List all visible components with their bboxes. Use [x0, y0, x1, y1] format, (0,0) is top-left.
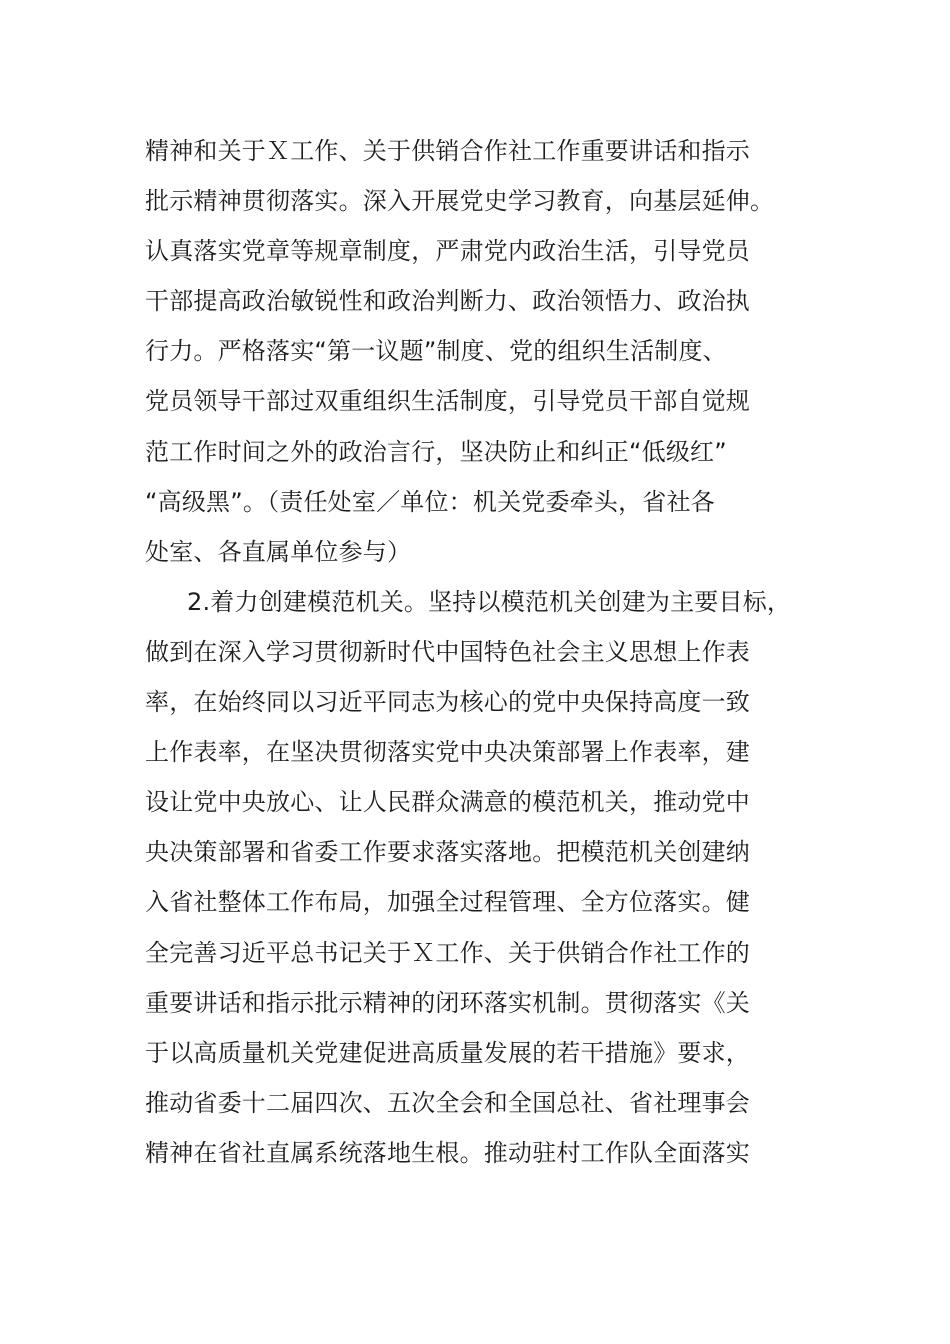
section-heading-line: 2.着力创建模范机关。坚持以模范机关创建为主要目标， — [187, 587, 792, 616]
text-line: 精神和关于Ｘ工作、关于供销合作社工作重要讲话和指示 — [145, 137, 750, 165]
text-line: 于以高质量机关党建促进高质量发展的若干措施》要求， — [145, 1038, 750, 1067]
text-line: 上作表率，在坚决贯彻落实党中央决策部署上作表率，建 — [145, 738, 750, 767]
body-text — [145, 126, 805, 1178]
text-line: 批示精神贯彻落实。深入开展党史学习教育，向基层延伸。 — [145, 187, 775, 216]
text-line: 处室、各直属单位参与） — [145, 537, 412, 566]
text-line: 行力。严格落实“第一议题”制度、党的组织生活制度、 — [145, 337, 727, 366]
text-line: 入省社整体工作布局，加强全过程管理、全方位落实。健 — [145, 888, 750, 917]
text-line: 重要讲话和指示批示精神的闭环落实机制。贯彻落实《关 — [145, 988, 750, 1017]
text-line: 范工作时间之外的政治言行，坚决防止和纠正“低级红” — [145, 437, 727, 466]
text-line: 精神在省社直属系统落地生根。推动驻村工作队全面落实 — [145, 1138, 750, 1167]
text-line: 全完善习近平总书记关于Ｘ工作、关于供销合作社工作的 — [145, 938, 750, 967]
text-line: 做到在深入学习贯彻新时代中国特色社会主义思想上作表 — [145, 637, 750, 666]
text-line: 设让党中央放心、让人民群众满意的模范机关，推动党中 — [145, 788, 750, 817]
text-line: 率，在始终同以习近平同志为核心的党中央保持高度一致 — [145, 688, 750, 717]
text-line: 干部提高政治敏锐性和政治判断力、政治领悟力、政治执 — [145, 287, 750, 316]
text-line: 认真落实党章等规章制度，严肃党内政治生活，引导党员 — [145, 237, 750, 266]
text-line: 央决策部署和省委工作要求落实落地。把模范机关创建纳 — [145, 838, 750, 867]
text-line: “高级黑”。（责任处室／单位：机关党委牵头，省社各 — [145, 487, 715, 516]
text-line: 党员领导干部过双重组织生活制度，引导党员干部自觉规 — [145, 387, 750, 416]
text-line: 推动省委十二届四次、五次全会和全国总社、省社理事会 — [145, 1088, 750, 1117]
